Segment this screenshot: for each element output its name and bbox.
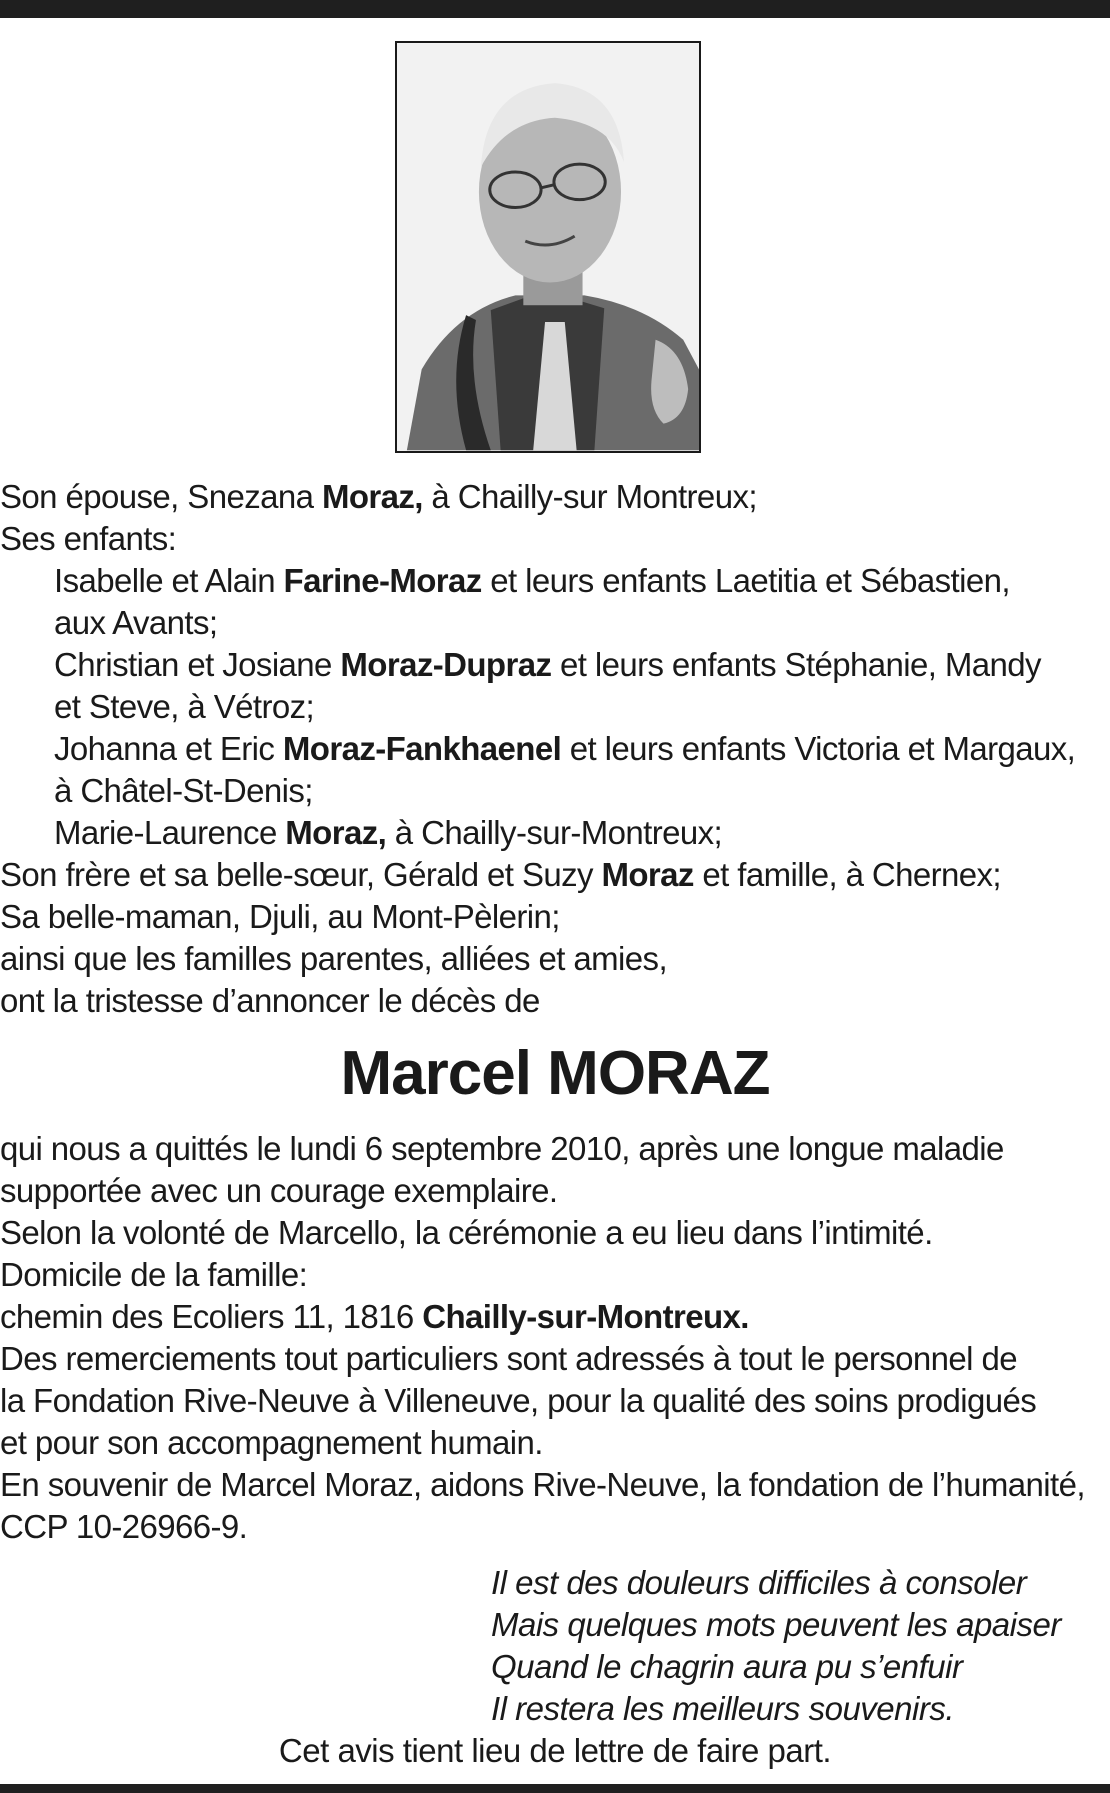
body-line: CCP 10-26966-9. [0,1508,248,1545]
poem-line: Mais quelques mots peuvent les apaiser [491,1606,1061,1643]
announcement-line: Sa belle-maman, Djuli, au Mont-Pèlerin; [0,898,560,935]
family-name: Moraz, [285,814,387,851]
bottom-rule [0,1784,1110,1793]
announcement-line: ont la tristesse d’annoncer le décès de [0,982,540,1019]
poem-line: Il est des douleurs difficiles à consoler [491,1564,1027,1601]
family-name: Moraz [601,856,694,893]
text: Christian et Josiane [54,646,341,683]
body-line: et pour son accompagnement humain. [0,1424,543,1461]
announcement-block [0,476,1110,1022]
poem-line: Quand le chagrin aura pu s’enfuir [491,1648,963,1685]
family-name: Moraz, [321,478,423,515]
text: à Chailly-sur Montreux; [422,478,757,515]
family-name: Moraz-Fankhaenel [282,730,562,767]
announcement-line [0,728,1110,770]
announcement-line: à Châtel-St-Denis; [54,772,313,809]
text: et leurs enfants Victoria et Margaux, [561,730,1076,767]
portrait-image [397,43,699,451]
text: chemin des Ecoliers 11, 1816 [0,1298,423,1335]
poem [491,1562,1061,1730]
body-line [0,1296,1110,1338]
announcement-line [0,560,1110,602]
body-line: Des remerciements tout particuliers sont adressés à tout le personnel de [0,1340,1017,1377]
deceased-name: Marcel MORAZ [340,1039,770,1108]
family-name: Moraz-Dupraz [340,646,552,683]
announcement-line [0,644,1110,686]
family-name: Farine-Moraz [283,562,482,599]
announcement-line [0,812,1110,854]
announcement-line: Ses enfants: [0,520,177,557]
closing-note: Cet avis tient lieu de lettre de faire part. [278,1732,832,1769]
portrait-photo [395,41,701,453]
text: et leurs enfants Laetitia et Sébastien, [481,562,1010,599]
text: Son épouse, Snezana [0,478,322,515]
body-line: qui nous a quittés le lundi 6 septembre 2010, après une longue maladie [0,1130,1004,1167]
text: Marie-Laurence [54,814,286,851]
announcement-line [0,854,1110,896]
text: à Chailly-sur-Montreux; [386,814,723,851]
text: Johanna et Eric [54,730,283,767]
body-line: En souvenir de Marcel Moraz, aidons Rive-Neuve, la fondation de l’humanité, [0,1466,1085,1503]
announcement-line: et Steve, à Vétroz; [54,688,315,725]
body-line: la Fondation Rive-Neuve à Villeneuve, pour la qualité des soins prodigués [0,1382,1037,1419]
top-rule [0,0,1110,18]
text: et famille, à Chernex; [693,856,1002,893]
announcement-line: ainsi que les familles parentes, alliées et amies, [0,940,668,977]
text: et leurs enfants Stéphanie, Mandy [551,646,1041,683]
body-line: supportée avec un courage exemplaire. [0,1172,558,1209]
body-line: Selon la volonté de Marcello, la cérémonie a eu lieu dans l’intimité. [0,1214,933,1251]
poem-line: Il restera les meilleurs souvenirs. [491,1690,954,1727]
text: Son frère et sa belle-sœur, Gérald et Suzy [0,856,602,893]
body-block [0,1128,1110,1548]
place-name: Chailly-sur-Montreux. [422,1298,749,1335]
body-line: Domicile de la famille: [0,1256,308,1293]
text: Isabelle et Alain [54,562,284,599]
announcement-line [0,476,1110,518]
announcement-line: aux Avants; [54,604,218,641]
